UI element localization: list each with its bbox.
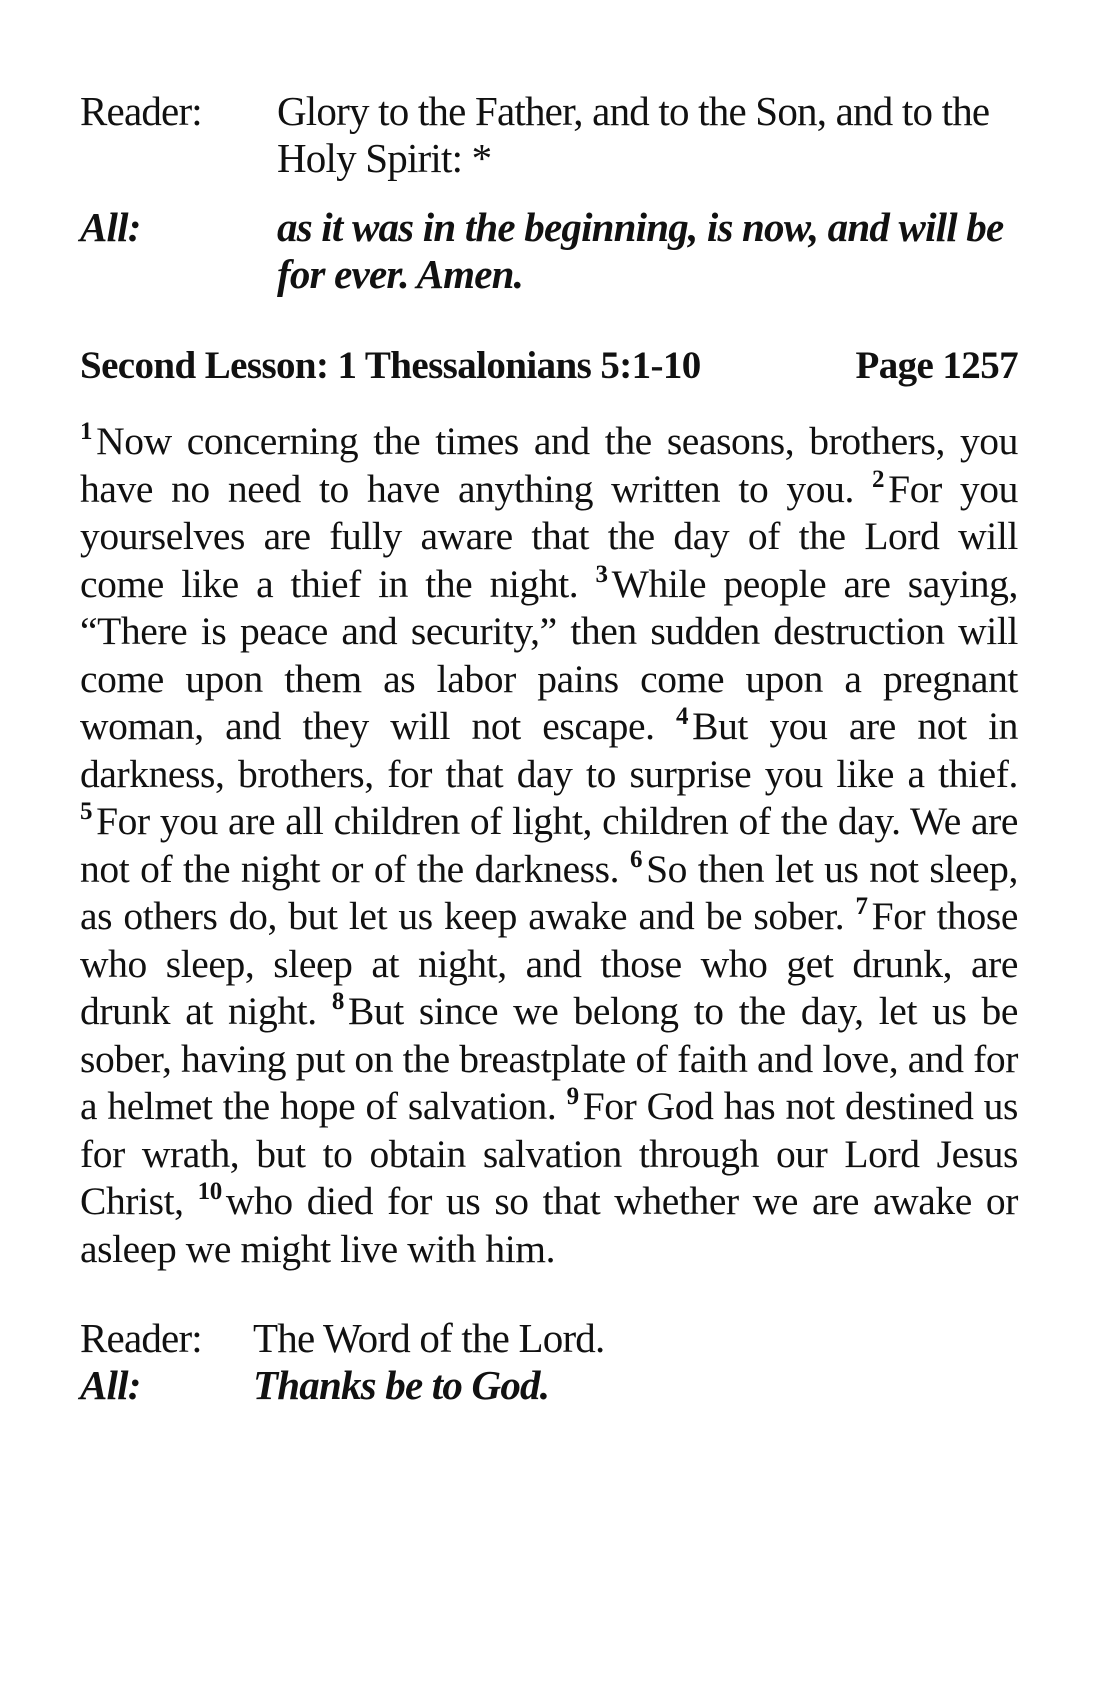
verse-number: 9 (566, 1083, 579, 1110)
verse-text: So then let us not sleep, as others do, but let us keep awake and be sober. (80, 846, 1018, 938)
verse-number: 3 (595, 560, 608, 588)
lesson-reading (80, 418, 1018, 1273)
verse-number: 4 (676, 703, 689, 730)
verse-text: But you are not in darkness, brothers, for that day to surprise you like a thief. (80, 704, 1018, 796)
verse (80, 1179, 1018, 1271)
verse-text: For you yourselves are fully aware that the day of the Lord will come like a thief in the night. (80, 466, 1018, 606)
verse-text: But since we belong to the day, let us be sober, having put on the breastplate of faith and love, and for a helmet the hope of salvation. (80, 989, 1019, 1128)
all-label: All: (80, 1362, 141, 1408)
gloria-reader-line (80, 88, 1018, 182)
lesson-page-ref: Page 1257 (855, 344, 1018, 387)
verse-text: While people are saying, “There is peace and security,” then sudden destruction will come upon them as labor pains come upon a pregnant woman, and they will not escape. (80, 561, 1018, 748)
verse-number: 2 (872, 465, 885, 493)
lesson-title: Second Lesson: 1 Thessalonians 5:1-10 (80, 344, 701, 387)
all-label: All: (80, 204, 141, 250)
verse-text: For you are all children of light, children of the day. We are not of the night or of the darkness. (80, 799, 1018, 891)
verse-number: 7 (855, 893, 868, 920)
verse-number: 5 (80, 798, 93, 825)
lesson-heading (80, 342, 1018, 390)
verse-number: 6 (629, 845, 643, 873)
verse-text: Now concerning the times and the seasons, brothers, you have no need to have anything written to you. (80, 419, 1018, 511)
closing-reader-line (80, 1315, 1018, 1362)
reader-label: Reader: (80, 88, 202, 134)
verse-text: who died for us so that whether we are awake or asleep we might live with him. (80, 1179, 1018, 1271)
verse-number: 8 (331, 988, 344, 1015)
gloria-all-line (80, 204, 1018, 298)
verse-text: For God has not destined us for wrath, but to obtain salvation through our Lord Jesus Christ, (80, 1084, 1018, 1223)
closing-all-line (80, 1362, 1018, 1409)
verse-text: For those who sleep, sleep at night, and those who get drunk, are drunk at night. (80, 894, 1018, 1033)
reader-label: Reader: (80, 1315, 202, 1361)
gloria-all-text: as it was in the beginning, is now, and will be for ever. Amen. (277, 204, 1004, 297)
closing-responses (80, 1315, 1018, 1409)
closing-all-text: Thanks be to God. (253, 1362, 550, 1408)
closing-reader-text: The Word of the Lord. (253, 1315, 605, 1361)
verse-number: 10 (197, 1178, 222, 1205)
gloria-reader-text: Glory to the Father, and to the Son, and to the Holy Spirit: * (277, 88, 990, 181)
verse-number: 1 (80, 418, 93, 445)
